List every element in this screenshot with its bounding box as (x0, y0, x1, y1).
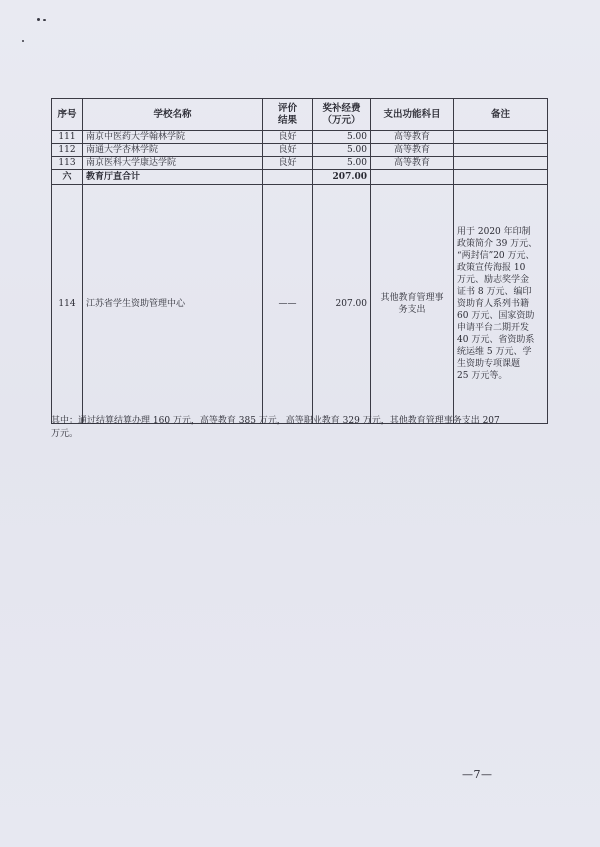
table-row: 111 南京中医药大学翰林学院 良好 5.00 高等教育 (52, 131, 548, 144)
table-header-row (52, 99, 548, 131)
header-function-item: 支出功能科目 (371, 99, 454, 131)
header-evaluation: 评价 结果 (263, 99, 313, 131)
header-funding: 奖补经费 （万元） (313, 99, 371, 131)
summary-footnote: 其中：通过结算结算办理 160 万元，高等教育 385 万元，高等职业教育 329 万元，其他教育管理事务支出 207 万元。 (51, 416, 500, 439)
funding-table (51, 98, 548, 424)
function-item-cell: 其他教育管理事 务支出 (371, 185, 454, 424)
header-remarks: 备注 (454, 99, 548, 131)
remarks-cell: 用于 2020 年印制 政策简介 39 万元、 “两封信”20 万元、 政策宣传海报 10 万元、励志奖学金 证书 8 万元、编印 资助育人系列书籍 60 万元、国家资助 申请平台二期开发 40 万元、省资助系 统运维 5 万元、学 生资助专项课题 25 万元等。 (454, 185, 548, 424)
subtotal-row: 六 教育厅直合计 207.00 (52, 170, 548, 185)
table-row: 112 南通大学杏林学院 良好 5.00 高等教育 (52, 144, 548, 157)
page-number: —7— (462, 768, 493, 781)
header-school-name: 学校名称 (83, 99, 263, 131)
table-row: 113 南京医科大学康达学院 良好 5.00 高等教育 (52, 157, 548, 170)
scan-speck (22, 40, 24, 42)
header-seq: 序号 (52, 99, 83, 131)
table-row: 114 江苏省学生资助管理中心 —— 207.00 其他教育管理事 务支出 用于 2020 年印制 政策简介 39 万元、 “两封信”20 万元、 政策宣传海报 10 万元、励志奖学金 证书 8 万元、编印 资助育人系列书籍 60 万元、国家资助 申请平台二期开发 40 万元、省资助系 统运维 5 万元、学 生资助专项课题 25 万元等。 (52, 185, 548, 424)
scan-speck (43, 19, 46, 21)
scan-speck (37, 18, 40, 21)
